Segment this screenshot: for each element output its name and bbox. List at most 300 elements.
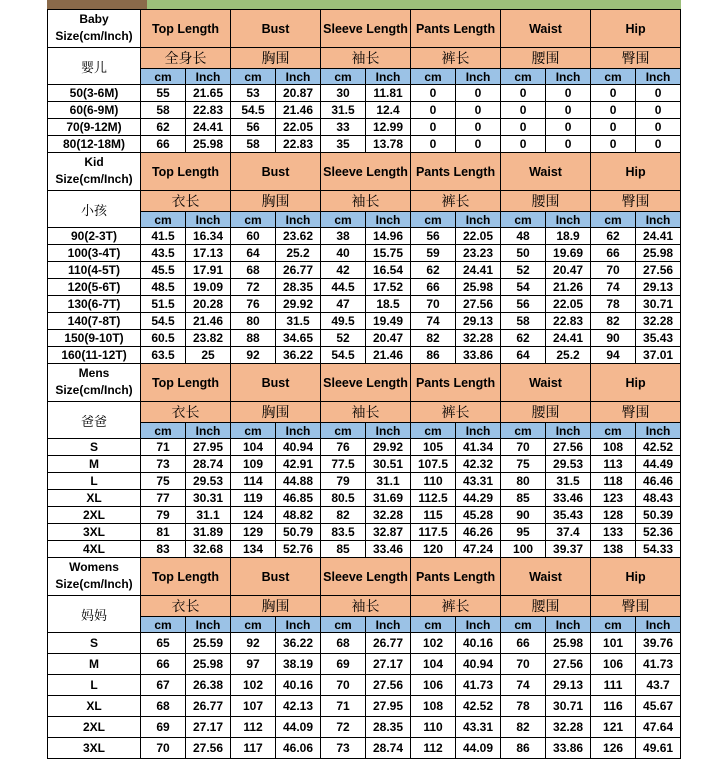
top-length-inch-cell: 20.28 xyxy=(186,296,231,313)
header-top-length: Top Length xyxy=(141,153,231,191)
hip-cm-cell: 70 xyxy=(591,262,636,279)
top-length-inch-cell: 30.31 xyxy=(186,490,231,507)
pants-length-inch-cell: 0 xyxy=(456,119,501,136)
table-row xyxy=(48,717,681,738)
table-row xyxy=(48,119,681,136)
unit-cm: cm xyxy=(591,212,636,228)
sleeve-length-inch-cell: 13.78 xyxy=(366,136,411,153)
size-label: XL xyxy=(48,696,141,717)
waist-inch-cell: 20.47 xyxy=(546,262,591,279)
top-length-cm-cell: 63.5 xyxy=(141,347,186,364)
header-zh-bust: 胸围 xyxy=(231,191,321,212)
header-hip: Hip xyxy=(591,364,681,402)
pants-length-inch-cell: 24.41 xyxy=(456,262,501,279)
header-zh-top-length: 衣长 xyxy=(141,596,231,617)
pants-length-cm-cell: 59 xyxy=(411,245,456,262)
unit-inch: Inch xyxy=(546,423,591,439)
unit-inch: Inch xyxy=(456,617,501,633)
hip-cm-cell: 66 xyxy=(591,245,636,262)
bust-cm-cell: 119 xyxy=(231,490,276,507)
top-length-inch-cell: 25 xyxy=(186,347,231,364)
bust-inch-cell: 34.65 xyxy=(276,330,321,347)
top-length-inch-cell: 27.17 xyxy=(186,717,231,738)
sleeve-length-inch-cell: 33.46 xyxy=(366,541,411,558)
hip-cm-cell: 0 xyxy=(591,102,636,119)
top-length-cm-cell: 79 xyxy=(141,507,186,524)
table-row xyxy=(48,313,681,330)
unit-cm: cm xyxy=(231,423,276,439)
waist-cm-cell: 58 xyxy=(501,313,546,330)
table-row xyxy=(48,696,681,717)
waist-cm-cell: 70 xyxy=(501,439,546,456)
header-top-length: Top Length xyxy=(141,558,231,596)
hip-inch-cell: 25.98 xyxy=(636,245,681,262)
hip-cm-cell: 0 xyxy=(591,119,636,136)
category-label-zh: 小孩 xyxy=(48,191,141,228)
waist-inch-cell: 27.56 xyxy=(546,439,591,456)
pants-length-cm-cell: 62 xyxy=(411,262,456,279)
waist-inch-cell: 30.71 xyxy=(546,696,591,717)
pants-length-inch-cell: 0 xyxy=(456,102,501,119)
bust-inch-cell: 42.91 xyxy=(276,456,321,473)
top-length-inch-cell: 27.95 xyxy=(186,439,231,456)
top-length-cm-cell: 69 xyxy=(141,717,186,738)
size-label: 100(3-4T) xyxy=(48,245,141,262)
unit-inch: Inch xyxy=(456,423,501,439)
pants-length-inch-cell: 22.05 xyxy=(456,228,501,245)
bust-cm-cell: 88 xyxy=(231,330,276,347)
top-length-cm-cell: 58 xyxy=(141,102,186,119)
hip-cm-cell: 62 xyxy=(591,228,636,245)
bust-cm-cell: 80 xyxy=(231,313,276,330)
header-sleeve-length: Sleeve Length xyxy=(321,364,411,402)
header-zh-bust: 胸围 xyxy=(231,402,321,423)
pants-length-cm-cell: 107.5 xyxy=(411,456,456,473)
pants-length-inch-cell: 40.94 xyxy=(456,654,501,675)
unit-cm: cm xyxy=(411,69,456,85)
bust-inch-cell: 44.09 xyxy=(276,717,321,738)
header-pants-length: Pants Length xyxy=(411,558,501,596)
bust-cm-cell: 107 xyxy=(231,696,276,717)
sleeve-length-inch-cell: 32.87 xyxy=(366,524,411,541)
pants-length-inch-cell: 47.24 xyxy=(456,541,501,558)
bust-cm-cell: 134 xyxy=(231,541,276,558)
header-bust: Bust xyxy=(231,364,321,402)
sleeve-length-cm-cell: 31.5 xyxy=(321,102,366,119)
pants-length-cm-cell: 105 xyxy=(411,439,456,456)
unit-inch: Inch xyxy=(366,69,411,85)
sleeve-length-cm-cell: 44.5 xyxy=(321,279,366,296)
top-length-cm-cell: 70 xyxy=(141,738,186,759)
header-pants-length: Pants Length xyxy=(411,10,501,48)
section-kid xyxy=(48,153,681,364)
unit-inch: Inch xyxy=(546,69,591,85)
header-pants-length: Pants Length xyxy=(411,153,501,191)
top-length-inch-cell: 26.38 xyxy=(186,675,231,696)
hip-cm-cell: 116 xyxy=(591,696,636,717)
header-hip: Hip xyxy=(591,558,681,596)
header-zh-hip: 臀围 xyxy=(591,48,681,69)
section-mens xyxy=(48,364,681,558)
size-label: 2XL xyxy=(48,507,141,524)
hip-inch-cell: 45.67 xyxy=(636,696,681,717)
pants-length-inch-cell: 27.56 xyxy=(456,296,501,313)
size-label: 90(2-3T) xyxy=(48,228,141,245)
size-label: 110(4-5T) xyxy=(48,262,141,279)
unit-cm: cm xyxy=(591,69,636,85)
sleeve-length-inch-cell: 32.28 xyxy=(366,507,411,524)
waist-cm-cell: 64 xyxy=(501,347,546,364)
bust-cm-cell: 56 xyxy=(231,119,276,136)
waist-inch-cell: 31.5 xyxy=(546,473,591,490)
bust-cm-cell: 117 xyxy=(231,738,276,759)
sleeve-length-inch-cell: 27.95 xyxy=(366,696,411,717)
table-row xyxy=(48,262,681,279)
table-row xyxy=(48,347,681,364)
hip-inch-cell: 42.52 xyxy=(636,439,681,456)
hip-cm-cell: 113 xyxy=(591,456,636,473)
unit-cm: cm xyxy=(591,423,636,439)
pants-length-inch-cell: 25.98 xyxy=(456,279,501,296)
top-length-cm-cell: 77 xyxy=(141,490,186,507)
pants-length-cm-cell: 66 xyxy=(411,279,456,296)
hip-inch-cell: 24.41 xyxy=(636,228,681,245)
hip-cm-cell: 123 xyxy=(591,490,636,507)
top-length-inch-cell: 32.68 xyxy=(186,541,231,558)
sleeve-length-cm-cell: 69 xyxy=(321,654,366,675)
top-length-cm-cell: 43.5 xyxy=(141,245,186,262)
bust-inch-cell: 22.83 xyxy=(276,136,321,153)
hip-inch-cell: 0 xyxy=(636,136,681,153)
bust-inch-cell: 25.2 xyxy=(276,245,321,262)
bust-cm-cell: 102 xyxy=(231,675,276,696)
sleeve-length-inch-cell: 27.56 xyxy=(366,675,411,696)
bust-cm-cell: 112 xyxy=(231,717,276,738)
unit-inch: Inch xyxy=(456,212,501,228)
table-row xyxy=(48,439,681,456)
waist-inch-cell: 0 xyxy=(546,119,591,136)
top-length-inch-cell: 24.41 xyxy=(186,119,231,136)
sleeve-length-inch-cell: 28.35 xyxy=(366,717,411,738)
bust-cm-cell: 58 xyxy=(231,136,276,153)
pants-length-cm-cell: 86 xyxy=(411,347,456,364)
waist-inch-cell: 29.13 xyxy=(546,675,591,696)
pants-length-cm-cell: 0 xyxy=(411,102,456,119)
top-length-cm-cell: 81 xyxy=(141,524,186,541)
size-label: S xyxy=(48,439,141,456)
waist-inch-cell: 19.69 xyxy=(546,245,591,262)
top-length-cm-cell: 75 xyxy=(141,473,186,490)
hip-inch-cell: 41.73 xyxy=(636,654,681,675)
unit-cm: cm xyxy=(501,617,546,633)
header-sleeve-length: Sleeve Length xyxy=(321,558,411,596)
top-length-inch-cell: 25.98 xyxy=(186,136,231,153)
unit-inch: Inch xyxy=(276,212,321,228)
pants-length-inch-cell: 42.52 xyxy=(456,696,501,717)
header-zh-hip: 臀围 xyxy=(591,402,681,423)
header-zh-bust: 胸围 xyxy=(231,48,321,69)
waist-cm-cell: 52 xyxy=(501,262,546,279)
unit-inch: Inch xyxy=(276,423,321,439)
sleeve-length-cm-cell: 33 xyxy=(321,119,366,136)
sleeve-length-cm-cell: 40 xyxy=(321,245,366,262)
unit-inch: Inch xyxy=(366,423,411,439)
waist-cm-cell: 62 xyxy=(501,330,546,347)
pants-length-inch-cell: 41.73 xyxy=(456,675,501,696)
sleeve-length-cm-cell: 80.5 xyxy=(321,490,366,507)
bust-inch-cell: 50.79 xyxy=(276,524,321,541)
pants-length-cm-cell: 117.5 xyxy=(411,524,456,541)
waist-inch-cell: 39.37 xyxy=(546,541,591,558)
waist-inch-cell: 22.05 xyxy=(546,296,591,313)
bust-cm-cell: 129 xyxy=(231,524,276,541)
pants-length-inch-cell: 23.23 xyxy=(456,245,501,262)
waist-cm-cell: 54 xyxy=(501,279,546,296)
header-bust: Bust xyxy=(231,153,321,191)
waist-inch-cell: 24.41 xyxy=(546,330,591,347)
unit-inch: Inch xyxy=(186,212,231,228)
header-bust: Bust xyxy=(231,10,321,48)
unit-inch: Inch xyxy=(636,69,681,85)
table-row xyxy=(48,296,681,313)
hip-inch-cell: 52.36 xyxy=(636,524,681,541)
unit-cm: cm xyxy=(591,617,636,633)
bust-inch-cell: 36.22 xyxy=(276,633,321,654)
sleeve-length-inch-cell: 12.99 xyxy=(366,119,411,136)
table-row xyxy=(48,490,681,507)
header-hip: Hip xyxy=(591,153,681,191)
unit-inch: Inch xyxy=(636,617,681,633)
header-zh-top-length: 衣长 xyxy=(141,402,231,423)
unit-inch: Inch xyxy=(366,617,411,633)
hip-cm-cell: 101 xyxy=(591,633,636,654)
waist-cm-cell: 90 xyxy=(501,507,546,524)
header-zh-hip: 臀围 xyxy=(591,596,681,617)
hip-cm-cell: 94 xyxy=(591,347,636,364)
category-size-unit: Size(cm/Inch) xyxy=(55,577,133,591)
size-label: 60(6-9M) xyxy=(48,102,141,119)
unit-cm: cm xyxy=(141,212,186,228)
sleeve-length-inch-cell: 19.49 xyxy=(366,313,411,330)
waist-inch-cell: 37.4 xyxy=(546,524,591,541)
hip-cm-cell: 108 xyxy=(591,439,636,456)
header-top-length: Top Length xyxy=(141,10,231,48)
hip-cm-cell: 138 xyxy=(591,541,636,558)
size-chart-table xyxy=(47,9,681,759)
size-label: S xyxy=(48,633,141,654)
unit-cm: cm xyxy=(141,69,186,85)
waist-inch-cell: 35.43 xyxy=(546,507,591,524)
hip-cm-cell: 133 xyxy=(591,524,636,541)
unit-inch: Inch xyxy=(366,212,411,228)
pants-length-cm-cell: 56 xyxy=(411,228,456,245)
sleeve-length-cm-cell: 68 xyxy=(321,633,366,654)
unit-cm: cm xyxy=(231,69,276,85)
table-row xyxy=(48,102,681,119)
bust-inch-cell: 46.06 xyxy=(276,738,321,759)
waist-cm-cell: 100 xyxy=(501,541,546,558)
waist-cm-cell: 82 xyxy=(501,717,546,738)
top-length-inch-cell: 25.98 xyxy=(186,654,231,675)
header-zh-bust: 胸围 xyxy=(231,596,321,617)
sleeve-length-inch-cell: 15.75 xyxy=(366,245,411,262)
sleeve-length-inch-cell: 16.54 xyxy=(366,262,411,279)
sleeve-length-cm-cell: 82 xyxy=(321,507,366,524)
hip-inch-cell: 0 xyxy=(636,85,681,102)
table-row xyxy=(48,654,681,675)
category-name: Mens xyxy=(78,366,110,380)
sleeve-length-inch-cell: 11.81 xyxy=(366,85,411,102)
bust-inch-cell: 40.94 xyxy=(276,439,321,456)
unit-cm: cm xyxy=(321,423,366,439)
header-zh-hip: 臀围 xyxy=(591,191,681,212)
pants-length-cm-cell: 108 xyxy=(411,696,456,717)
unit-inch: Inch xyxy=(276,69,321,85)
bust-cm-cell: 54.5 xyxy=(231,102,276,119)
category-label-zh: 妈妈 xyxy=(48,596,141,633)
size-label: M xyxy=(48,456,141,473)
header-zh-pants-length: 裤长 xyxy=(411,596,501,617)
sleeve-length-inch-cell: 29.92 xyxy=(366,439,411,456)
sleeve-length-inch-cell: 27.17 xyxy=(366,654,411,675)
hip-cm-cell: 74 xyxy=(591,279,636,296)
top-length-inch-cell: 17.13 xyxy=(186,245,231,262)
bust-inch-cell: 20.87 xyxy=(276,85,321,102)
unit-cm: cm xyxy=(141,617,186,633)
bust-inch-cell: 22.05 xyxy=(276,119,321,136)
sleeve-length-cm-cell: 72 xyxy=(321,717,366,738)
bust-cm-cell: 92 xyxy=(231,347,276,364)
header-zh-top-length: 衣长 xyxy=(141,191,231,212)
top-length-cm-cell: 67 xyxy=(141,675,186,696)
top-length-inch-cell: 16.34 xyxy=(186,228,231,245)
top-length-cm-cell: 73 xyxy=(141,456,186,473)
top-length-inch-cell: 21.46 xyxy=(186,313,231,330)
bust-inch-cell: 38.19 xyxy=(276,654,321,675)
hip-inch-cell: 46.46 xyxy=(636,473,681,490)
size-label: L xyxy=(48,473,141,490)
pants-length-inch-cell: 46.26 xyxy=(456,524,501,541)
top-length-cm-cell: 68 xyxy=(141,696,186,717)
hip-inch-cell: 35.43 xyxy=(636,330,681,347)
sleeve-length-inch-cell: 12.4 xyxy=(366,102,411,119)
pants-length-cm-cell: 74 xyxy=(411,313,456,330)
hip-inch-cell: 49.61 xyxy=(636,738,681,759)
unit-inch: Inch xyxy=(186,69,231,85)
waist-inch-cell: 0 xyxy=(546,136,591,153)
table-row xyxy=(48,633,681,654)
hip-inch-cell: 50.39 xyxy=(636,507,681,524)
waist-cm-cell: 80 xyxy=(501,473,546,490)
header-waist: Waist xyxy=(501,364,591,402)
header-zh-waist: 腰围 xyxy=(501,48,591,69)
hip-inch-cell: 54.33 xyxy=(636,541,681,558)
top-length-inch-cell: 26.77 xyxy=(186,696,231,717)
bust-inch-cell: 26.77 xyxy=(276,262,321,279)
bust-cm-cell: 109 xyxy=(231,456,276,473)
pants-length-inch-cell: 43.31 xyxy=(456,473,501,490)
unit-inch: Inch xyxy=(636,423,681,439)
pants-length-cm-cell: 82 xyxy=(411,330,456,347)
unit-cm: cm xyxy=(411,423,456,439)
top-length-cm-cell: 41.5 xyxy=(141,228,186,245)
pants-length-inch-cell: 32.28 xyxy=(456,330,501,347)
waist-cm-cell: 74 xyxy=(501,675,546,696)
category-label xyxy=(48,558,141,596)
sleeve-length-cm-cell: 85 xyxy=(321,541,366,558)
unit-cm: cm xyxy=(321,617,366,633)
unit-cm: cm xyxy=(231,617,276,633)
pants-length-inch-cell: 44.09 xyxy=(456,738,501,759)
header-sleeve-length: Sleeve Length xyxy=(321,153,411,191)
unit-cm: cm xyxy=(231,212,276,228)
top-length-inch-cell: 19.09 xyxy=(186,279,231,296)
hip-inch-cell: 29.13 xyxy=(636,279,681,296)
sleeve-length-cm-cell: 71 xyxy=(321,696,366,717)
waist-cm-cell: 78 xyxy=(501,696,546,717)
hip-cm-cell: 128 xyxy=(591,507,636,524)
sleeve-length-cm-cell: 76 xyxy=(321,439,366,456)
top-length-cm-cell: 66 xyxy=(141,654,186,675)
hip-cm-cell: 82 xyxy=(591,313,636,330)
waist-cm-cell: 0 xyxy=(501,102,546,119)
table-row xyxy=(48,524,681,541)
sleeve-length-inch-cell: 14.96 xyxy=(366,228,411,245)
header-top-length: Top Length xyxy=(141,364,231,402)
table-row xyxy=(48,675,681,696)
sleeve-length-inch-cell: 20.47 xyxy=(366,330,411,347)
sleeve-length-cm-cell: 49.5 xyxy=(321,313,366,330)
table-row xyxy=(48,85,681,102)
header-bust: Bust xyxy=(231,558,321,596)
size-label: 2XL xyxy=(48,717,141,738)
bust-inch-cell: 28.35 xyxy=(276,279,321,296)
unit-cm: cm xyxy=(501,212,546,228)
top-length-inch-cell: 27.56 xyxy=(186,738,231,759)
bust-cm-cell: 104 xyxy=(231,439,276,456)
waist-inch-cell: 18.9 xyxy=(546,228,591,245)
table-row xyxy=(48,330,681,347)
header-zh-sleeve-length: 袖长 xyxy=(321,402,411,423)
sleeve-length-cm-cell: 70 xyxy=(321,675,366,696)
unit-inch: Inch xyxy=(276,617,321,633)
sleeve-length-cm-cell: 35 xyxy=(321,136,366,153)
bust-cm-cell: 92 xyxy=(231,633,276,654)
sleeve-length-cm-cell: 52 xyxy=(321,330,366,347)
waist-inch-cell: 0 xyxy=(546,85,591,102)
waist-inch-cell: 22.83 xyxy=(546,313,591,330)
waist-cm-cell: 50 xyxy=(501,245,546,262)
sleeve-length-cm-cell: 83.5 xyxy=(321,524,366,541)
top-length-cm-cell: 55 xyxy=(141,85,186,102)
sleeve-length-inch-cell: 21.46 xyxy=(366,347,411,364)
size-label: 3XL xyxy=(48,524,141,541)
pants-length-inch-cell: 29.13 xyxy=(456,313,501,330)
sleeve-length-inch-cell: 26.77 xyxy=(366,633,411,654)
pants-length-inch-cell: 0 xyxy=(456,85,501,102)
hip-inch-cell: 47.64 xyxy=(636,717,681,738)
hip-cm-cell: 78 xyxy=(591,296,636,313)
hip-cm-cell: 126 xyxy=(591,738,636,759)
category-name: Baby xyxy=(79,12,109,26)
table-row xyxy=(48,228,681,245)
header-zh-top-length: 全身长 xyxy=(141,48,231,69)
bust-inch-cell: 42.13 xyxy=(276,696,321,717)
pants-length-inch-cell: 44.29 xyxy=(456,490,501,507)
hip-cm-cell: 111 xyxy=(591,675,636,696)
waist-cm-cell: 70 xyxy=(501,654,546,675)
top-length-cm-cell: 71 xyxy=(141,439,186,456)
